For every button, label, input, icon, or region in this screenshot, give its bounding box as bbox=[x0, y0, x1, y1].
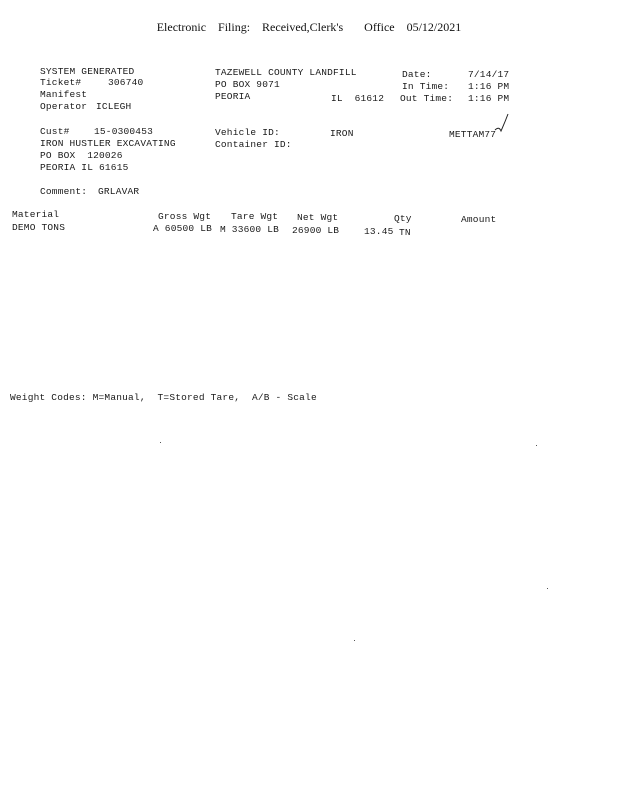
scan-speck bbox=[160, 442, 161, 443]
row-tare: M 33600 LB bbox=[220, 224, 280, 235]
cust-number: 15-0300453 bbox=[94, 126, 154, 137]
system-generated-label: SYSTEM GENERATED bbox=[40, 66, 135, 77]
comment-value: GRLAVAR bbox=[98, 186, 140, 197]
header-material: Material bbox=[12, 209, 60, 220]
facility-state-zip: IL 61612 bbox=[331, 93, 385, 104]
vehicle-value: IRON bbox=[330, 128, 354, 139]
ticket-label: Ticket# bbox=[40, 77, 82, 88]
reference-code: METTAM77 bbox=[449, 129, 497, 140]
facility-city: PEORIA bbox=[215, 91, 251, 102]
header-amount: Amount bbox=[461, 214, 497, 225]
row-unit: TN bbox=[399, 227, 411, 238]
customer-name: IRON HUSTLER EXCAVATING bbox=[40, 138, 176, 149]
customer-city: PEORIA IL 61615 bbox=[40, 162, 129, 173]
row-gross: A 60500 LB bbox=[153, 223, 213, 234]
filing-stamp: Electronic Filing: Received,Clerk's Office 05/12/2021 bbox=[156, 20, 462, 34]
scan-speck bbox=[547, 588, 548, 589]
header-gross: Gross Wgt bbox=[158, 211, 212, 222]
header-tare: Tare Wgt bbox=[231, 211, 279, 222]
row-material: DEMO TONS bbox=[12, 222, 66, 233]
out-time-value: 1:16 PM bbox=[468, 93, 510, 104]
weight-codes-legend: Weight Codes: M=Manual, T=Stored Tare, A/B - Scale bbox=[10, 392, 317, 403]
date-label: Date: bbox=[402, 69, 432, 80]
row-qty: 13.45 bbox=[364, 226, 394, 237]
row-net: 26900 LB bbox=[292, 225, 340, 236]
header-qty: Qty bbox=[394, 213, 412, 224]
facility-name: TAZEWELL COUNTY LANDFILL bbox=[215, 67, 357, 78]
manifest-label: Manifest bbox=[40, 89, 88, 100]
ticket-number: 306740 bbox=[108, 77, 144, 88]
date-value: 7/14/17 bbox=[468, 69, 510, 80]
scan-speck bbox=[354, 640, 355, 641]
container-label: Container ID: bbox=[215, 139, 292, 150]
facility-address: PO BOX 9071 bbox=[215, 79, 280, 90]
in-time-value: 1:16 PM bbox=[468, 81, 510, 92]
cust-label: Cust# bbox=[40, 126, 70, 137]
operator-value: ICLEGH bbox=[96, 101, 132, 112]
header-net: Net Wgt bbox=[297, 212, 339, 223]
out-time-label: Out Time: bbox=[400, 93, 454, 104]
scan-speck bbox=[536, 445, 537, 446]
customer-address: PO BOX 120026 bbox=[40, 150, 123, 161]
comment-label: Comment: bbox=[40, 186, 88, 197]
check-mark-icon bbox=[493, 112, 511, 134]
vehicle-label: Vehicle ID: bbox=[215, 127, 280, 138]
in-time-label: In Time: bbox=[402, 81, 450, 92]
operator-label: Operator bbox=[40, 101, 88, 112]
